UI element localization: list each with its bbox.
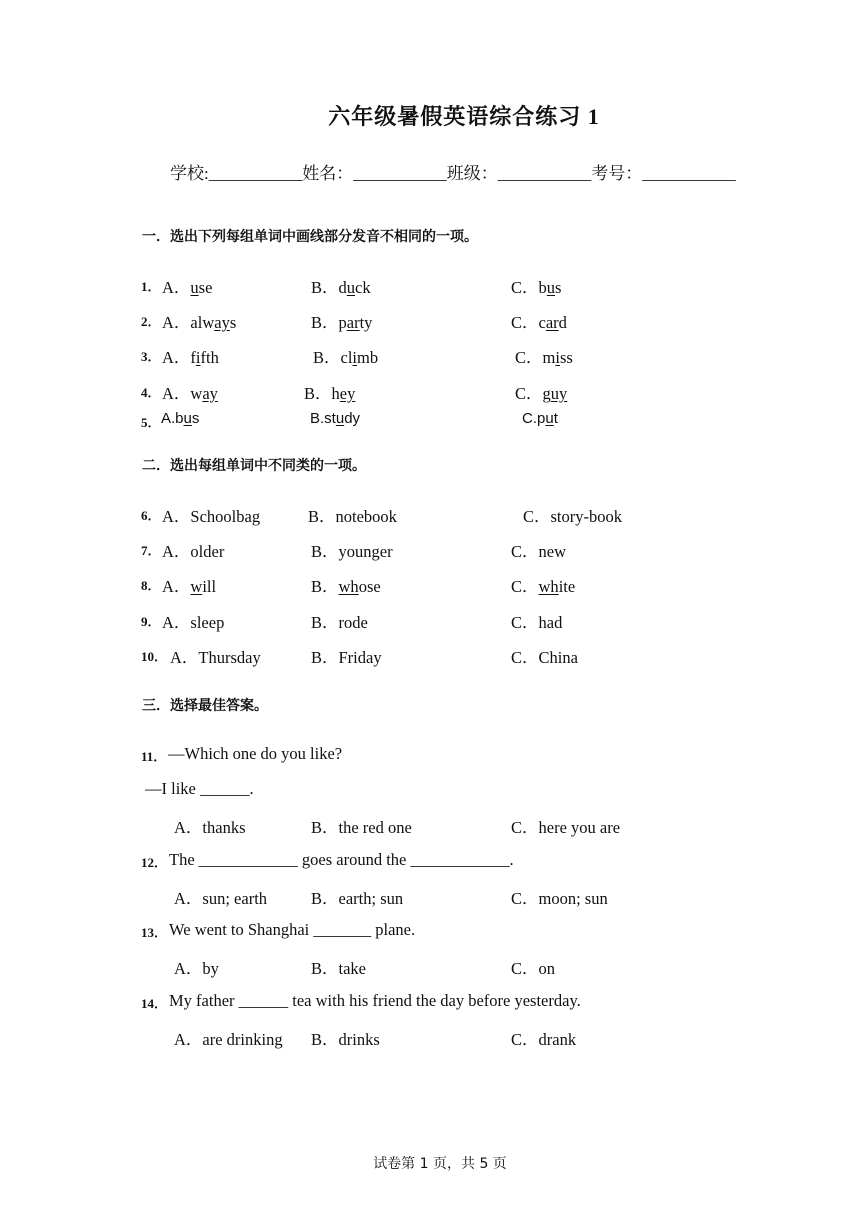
option-a: A．always — [162, 313, 237, 332]
option-a: A．older — [162, 542, 225, 561]
option-a: A．sun; earth — [174, 889, 268, 908]
question-number: 9． — [141, 614, 161, 629]
question-number: 2． — [141, 314, 161, 329]
question-number: 7． — [141, 543, 161, 558]
section-1-heading: 一．选出下列每组单词中画线部分发音不相同的一项。 — [142, 229, 478, 245]
option-a: A．are drinking — [174, 1030, 283, 1049]
question-number: 6． — [141, 508, 161, 523]
option-b: B．younger — [311, 542, 393, 561]
option-b: B．earth; sun — [311, 889, 404, 908]
question-number: 12． — [141, 855, 168, 870]
option-c: C．bus — [511, 278, 562, 297]
option-b: B．take — [311, 959, 366, 978]
question-number: 11． — [141, 749, 167, 764]
option-b: B．notebook — [308, 507, 397, 526]
option-a: A．fifth — [162, 348, 219, 367]
option-b: B．duck — [311, 278, 371, 297]
option-b: B．the red one — [311, 818, 412, 837]
option-a: A．will — [162, 577, 217, 596]
option-a: A．sleep — [162, 613, 225, 632]
option-c: C．drank — [511, 1030, 577, 1049]
option-b: B．whose — [311, 577, 381, 596]
option-b: B．climb — [313, 348, 379, 367]
option-c: C．new — [511, 542, 566, 561]
option-a: A．use — [162, 278, 213, 297]
question-number: 4． — [141, 385, 161, 400]
option-b: B.study — [310, 410, 361, 427]
question-stem: The ____________ goes around the ____________. — [169, 850, 514, 869]
option-a: A．way — [162, 384, 218, 403]
option-c: C．here you are — [511, 818, 621, 837]
option-c: C.put — [522, 410, 558, 427]
option-a: A．Thursday — [170, 648, 261, 667]
question-number: 10． — [141, 649, 168, 664]
option-c: C．guy — [515, 384, 568, 403]
question-number: 5． — [141, 415, 161, 430]
option-a: A．Schoolbag — [162, 507, 261, 526]
option-c: C．had — [511, 613, 563, 632]
question-number: 14． — [141, 996, 168, 1011]
option-b: B．party — [311, 313, 373, 332]
section-2-heading: 二．选出每组单词中不同类的一项。 — [142, 458, 366, 474]
option-c: C．miss — [515, 348, 573, 367]
option-c: C．card — [511, 313, 567, 332]
question-stem: —Which one do you like? — [168, 744, 343, 763]
question-stem: My father ______ tea with his friend the day before yesterday. — [169, 991, 581, 1010]
question-number: 13． — [141, 925, 168, 940]
option-a: A.bus — [161, 410, 200, 427]
option-c: C．white — [511, 577, 576, 596]
option-c: C．China — [511, 648, 578, 667]
section-3-heading: 三．选择最佳答案。 — [142, 698, 268, 714]
question-number: 8． — [141, 578, 161, 593]
student-info-line: 学校:___________姓名：___________班级：___________考号：___________ — [170, 164, 736, 183]
page-footer: 试卷第 1 页，共 5 页 — [373, 1156, 507, 1172]
option-b: B．hey — [304, 384, 356, 403]
page-title: 六年级暑假英语综合练习 1 — [328, 104, 600, 129]
option-c: C．story-book — [523, 507, 622, 526]
option-c: C．moon; sun — [511, 889, 608, 908]
option-a: A．by — [174, 959, 219, 978]
option-a: A．thanks — [174, 818, 246, 837]
question-number: 3． — [141, 349, 161, 364]
option-b: B．drinks — [311, 1030, 380, 1049]
question-stem: We went to Shanghai _______ plane. — [169, 920, 416, 939]
option-b: B．Friday — [311, 648, 382, 667]
option-c: C．on — [511, 959, 556, 978]
question-number: 1． — [141, 279, 161, 294]
option-b: B．rode — [311, 613, 368, 632]
question-stem-line-2: —I like ______. — [145, 779, 254, 798]
